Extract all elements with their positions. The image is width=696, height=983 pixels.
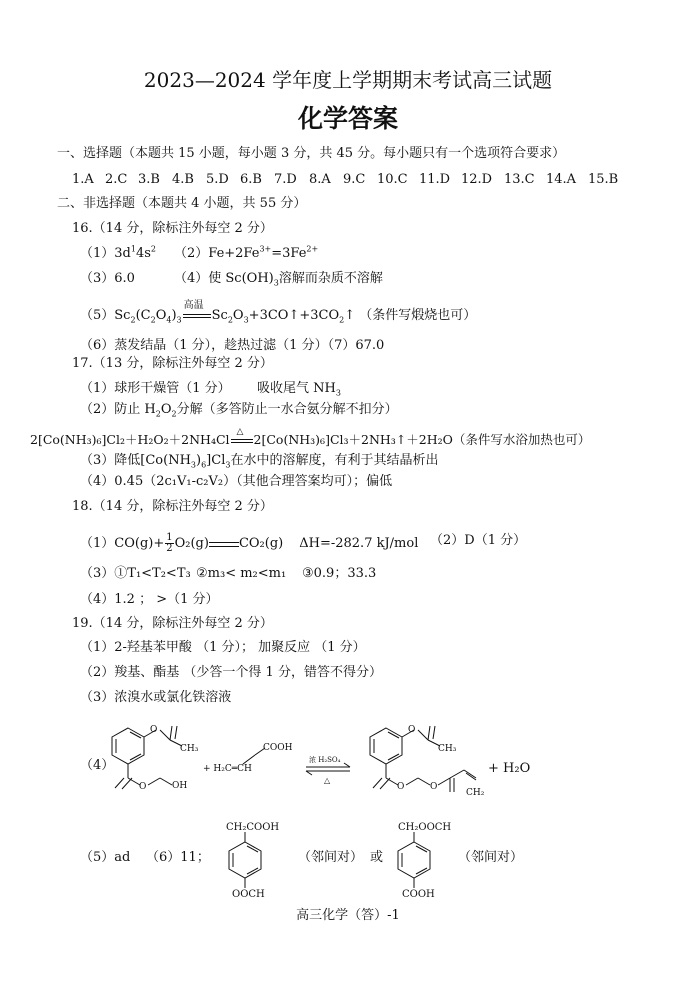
reaction-condition-arrow: 高温 [183, 309, 211, 323]
answer-item: 3.B [138, 172, 160, 187]
q17-answer-1b: 吸收尾气 $NH_3$ [257, 381, 341, 398]
q17-equation: 2[Co(NH₃)₆]Cl₂＋H₂O₂＋2NH₄Cl △ 2[Co(NH₃)₆]Cl₃＋2NH₃↑＋2H₂O（条件写水浴加热也可） [30, 426, 591, 447]
q18-answer-3b: ②m₃< m₂<m₁ [196, 566, 287, 581]
oxygen-label: O [139, 782, 147, 792]
answer-item: 7.D [274, 172, 297, 187]
oxygen-label: O [430, 782, 438, 792]
q16-answer-6-7: （6）蒸发结晶（1 分），趁热过滤（1 分）（7）67.0 [80, 338, 385, 353]
isomer1-bottom-group: OOCH [232, 889, 265, 900]
q18-answer-1: （1）CO(g)+ $\frac{1}{2}$ O₂(g) CO₂(g) ΔH=-282.7 kJ/mol [80, 532, 419, 554]
q17-answer-4: （4）0.45（2c₁V₁-c₂V₂）（其他合理答案均可）；偏低 [80, 474, 393, 489]
answer-item: 2.C [105, 172, 128, 187]
isomer1-top-group: CH₂COOH [226, 822, 280, 833]
product-structure [370, 726, 476, 792]
q16-answer-1: $(1)3d^14s^2$ [80, 244, 157, 261]
exam-title: 2023—2024 学年度上学期期末考试高三试题 [143, 68, 553, 92]
oxygen-label: O [408, 725, 416, 735]
catalyst-label: 浓 H₂SO₄ [309, 756, 341, 764]
q18-answer-2: （2）D（1 分） [430, 533, 527, 548]
answer-item: 11.D [419, 172, 451, 187]
q18-answer-4: （4）1.2 ； >（1 分） [80, 592, 219, 607]
q18-heading: 18.（14 分，除标注外每空 2 分） [72, 499, 273, 514]
q19-answer-1: （1）2-羟基苯甲酸 （1 分）； 加聚反应 （1 分） [80, 640, 366, 655]
q19-answer-2: （2）羧基、酯基 （少答一个得 1 分，错答不得分） [80, 665, 382, 680]
q19-answer-4-label: （4） [80, 758, 115, 773]
q17-answer-2: （2）防止 $H_2O_2$分解（多答防止一水合氨分解不扣分） [80, 402, 398, 419]
q16-answer-2: $(2)Fe+2Fe^{3+}=3Fe^{2+}$ [174, 244, 319, 261]
section2-heading: 二、非选择题（本题共 4 小题，共 55 分） [57, 196, 307, 211]
q19-heading: 19.（14 分，除标注外每空 2 分） [72, 616, 273, 631]
answer-item: 9.C [343, 172, 366, 187]
answer-item: 13.C [504, 172, 535, 187]
section1-heading: 一、选择题（本题共 15 小题，每小题 3 分，共 45 分。每小题只有一个选项符合要求） [57, 146, 566, 161]
fraction: $\frac{1}{2}$ [166, 532, 173, 554]
q16-answer-3: （3）6.0 [80, 271, 135, 286]
answer-item: 6.B [240, 172, 262, 187]
methylene-label: CH₂ [466, 788, 485, 798]
q19-answer-3: （3）浓溴水或氯化铁溶液 [80, 690, 232, 705]
answer-item: 4.B [172, 172, 194, 187]
q16-heading: 16.（14 分，除标注外每空 2 分） [72, 221, 273, 236]
q16-answer-5: $(5)Sc_2(C_2O_4)_3$ 高温 $Sc_2O_3+3CO↑+3CO_2↑$ （条件写煅烧也可） [80, 299, 477, 325]
answer-item: 1.A [72, 172, 94, 187]
methyl-label: CH₃ [180, 744, 199, 754]
answer-item: 5.D [206, 172, 229, 187]
vinyl-label: + H₂C═CH [203, 764, 252, 774]
answer-item: 12.D [461, 172, 493, 187]
methyl-label: CH₃ [438, 744, 457, 754]
water-label: + H₂O [488, 761, 531, 776]
carboxyl-label: COOH [263, 743, 293, 753]
heat-label: △ [324, 776, 331, 785]
page-footer: 高三化学（答）-1 [296, 908, 400, 923]
answer-item: 10.C [377, 172, 408, 187]
q18-answer-3a: （3）①T₁<T₂<T₃ [80, 566, 191, 581]
isomer-structure-1 [229, 832, 261, 888]
isomer1-note: （邻间对） [298, 850, 364, 865]
answer-item: 15.B [588, 172, 619, 187]
oxygen-label: O [150, 725, 158, 735]
hydroxyl-label: OH [172, 781, 188, 791]
answer-item: 14.A [546, 172, 577, 187]
q18-answer-3c: ③0.9；33.3 [302, 566, 377, 581]
or-label: 或 [370, 850, 384, 865]
isomer2-note: （邻间对） [458, 850, 524, 865]
q19-answer-5: （5）ad [80, 850, 131, 865]
answer-item: 8.A [309, 172, 331, 187]
oxygen-label: O [397, 782, 405, 792]
q17-answer-1a: （1）球形干燥管（1 分） [80, 381, 231, 396]
q19-answer-6: （6）11； [146, 850, 210, 865]
q16-answer-4: （4）使 $Sc(OH)_3$溶解而杂质不溶解 [174, 271, 383, 288]
q17-heading: 17.（13 分，除标注外每空 2 分） [72, 356, 273, 371]
isomer-structure-2 [398, 832, 430, 888]
doc-title: 化学答案 [297, 104, 398, 133]
isomer2-bottom-group: COOH [402, 889, 435, 900]
q17-answer-3: （3）降低$[Co(NH_3)_6]Cl_3$在水中的溶解度，有利于其结晶析出 [80, 453, 439, 470]
isomer2-top-group: CH₂OOCH [398, 822, 452, 833]
heat-condition-arrow: △ [231, 434, 253, 448]
